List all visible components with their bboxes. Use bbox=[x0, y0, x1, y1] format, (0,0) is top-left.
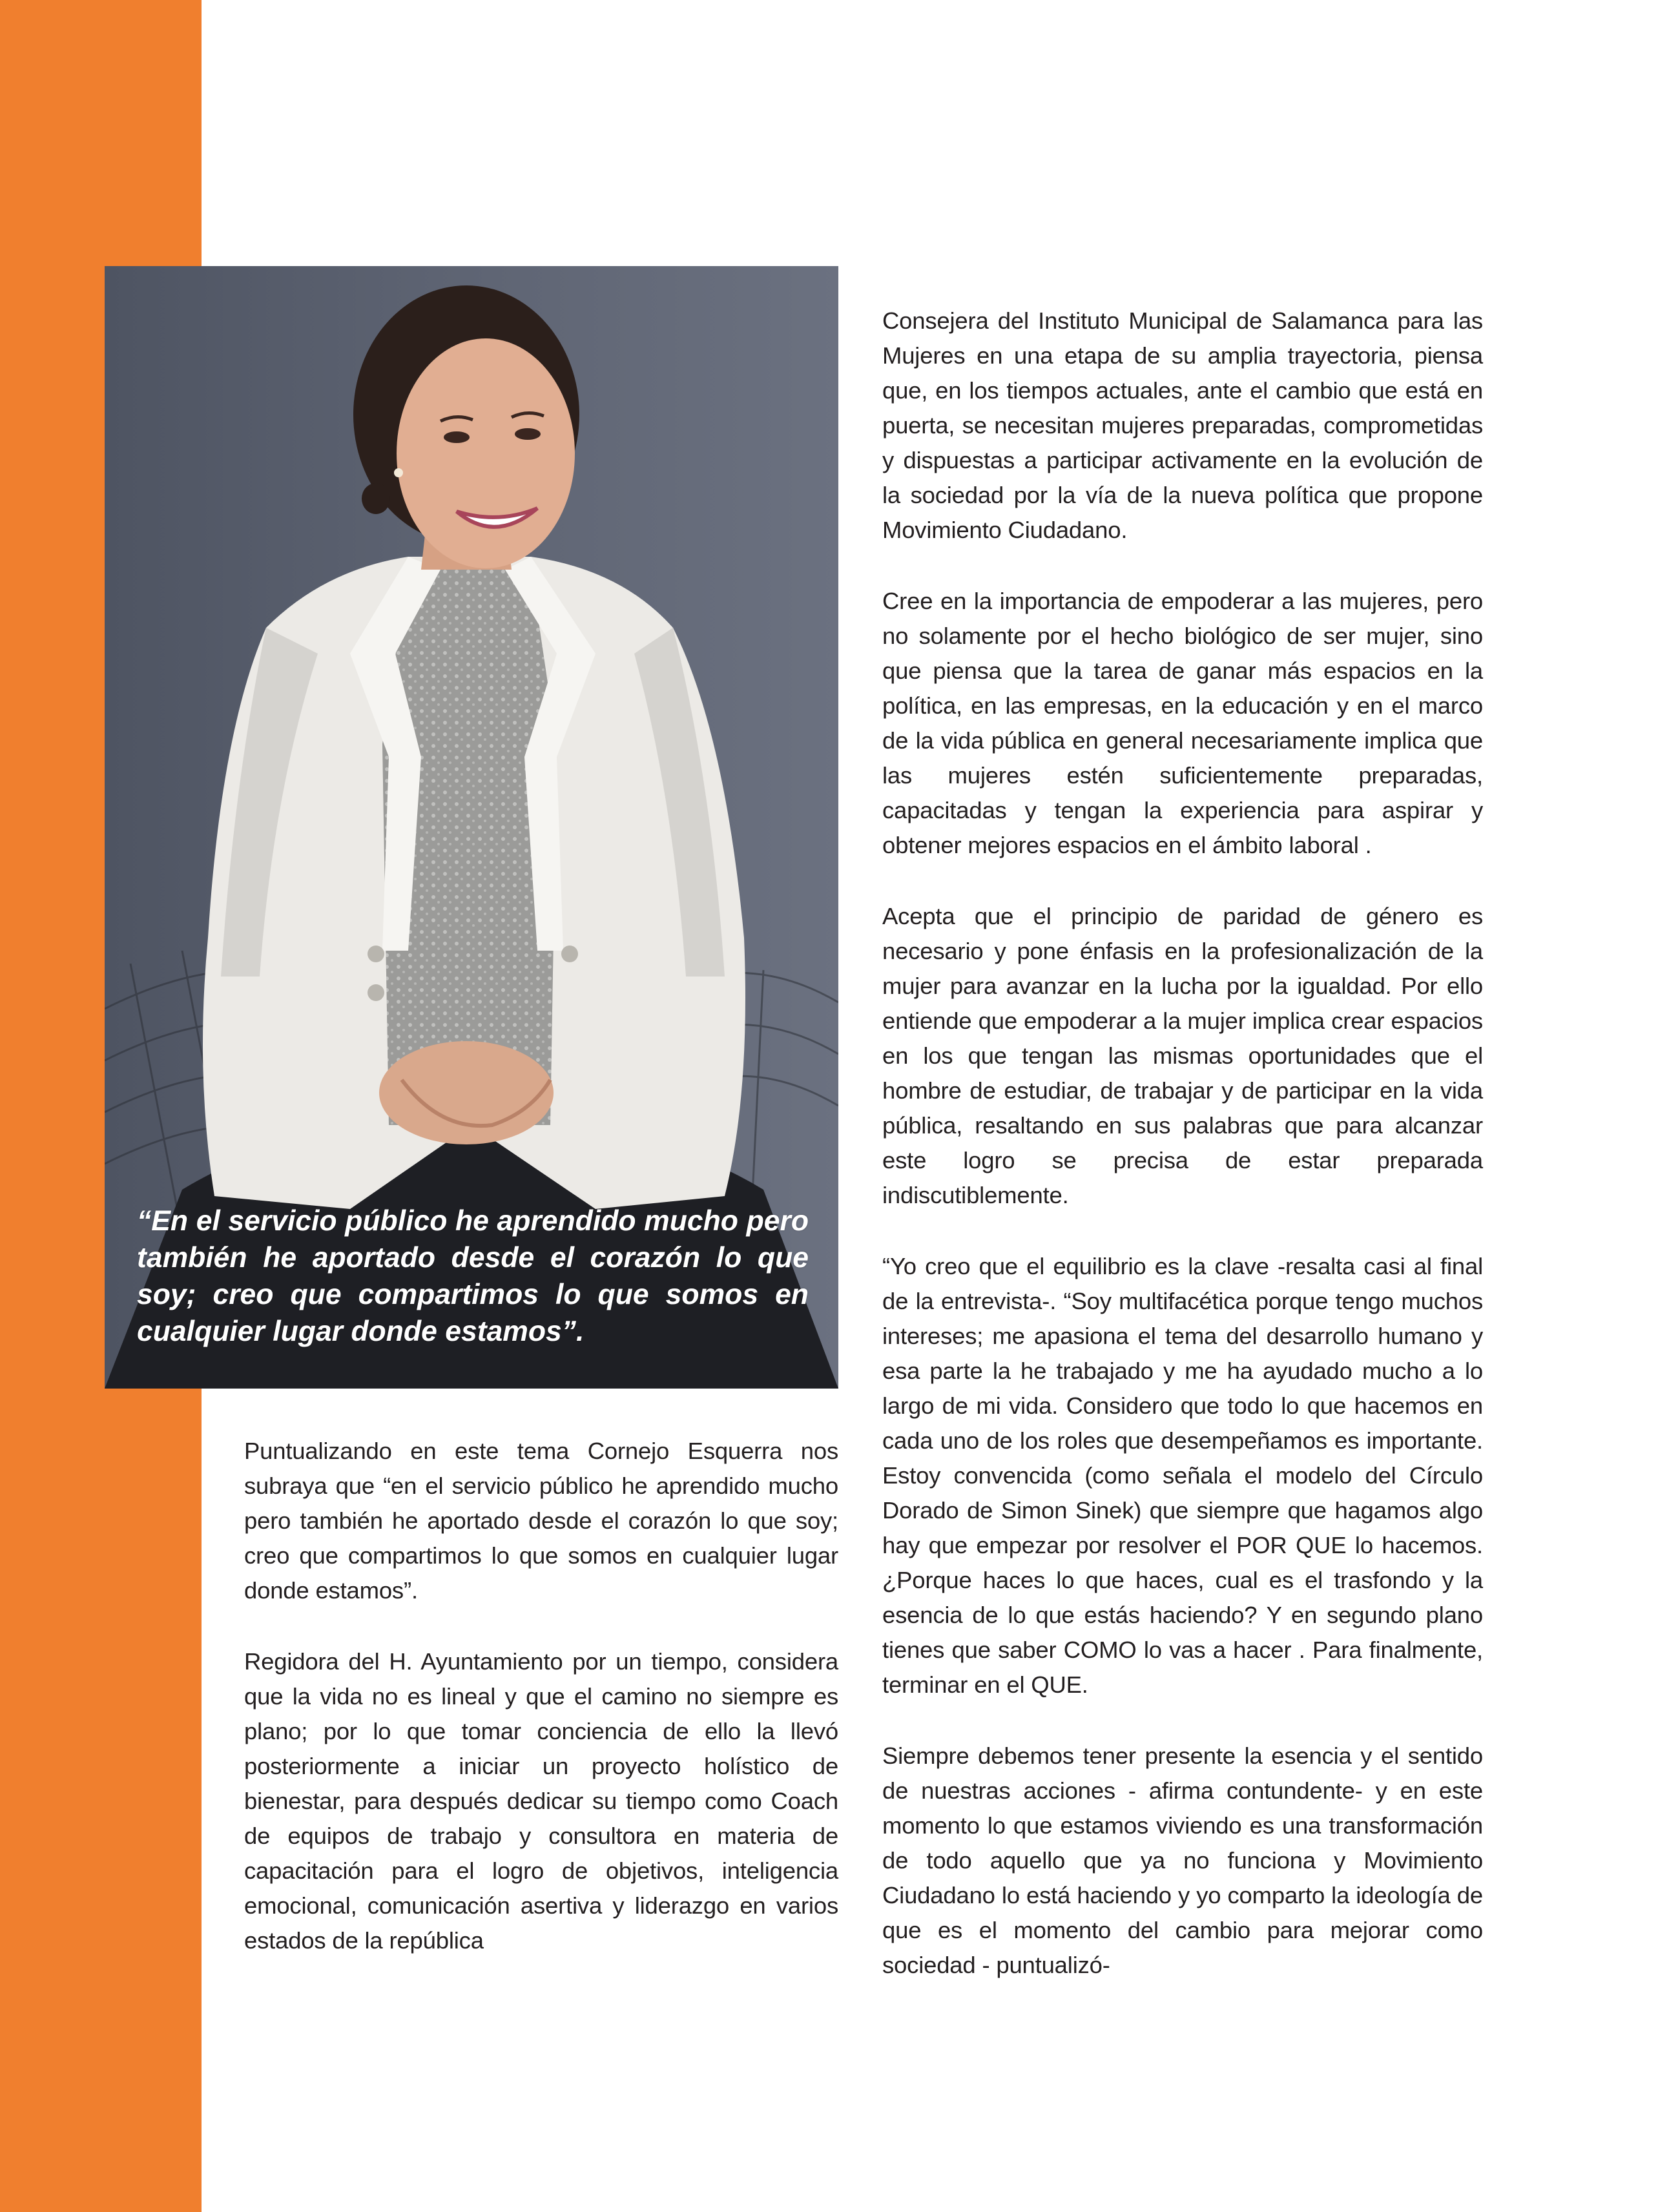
left-text-column bbox=[244, 1434, 838, 1994]
left-paragraph-2: Regidora del H. Ayuntamiento por un tiempo, considera que la vida no es lineal y que el camino no siempre es plano; por lo que tomar conciencia de ello la llevó posteriormente a iniciar un proyecto holístico de bienestar, para después dedicar su tiempo como Coach de equipos de trabajo y consultora en materia de capacitación para el logro de objetivos, inteligencia emocional, comunicación asertiva y liderazgo en varios estados de la república bbox=[244, 1648, 838, 1954]
right-paragraph-4: “Yo creo que el equilibrio es la clave -resalta casi al final de la entrevista-. “Soy multifacética porque tengo muchos intereses; me apasiona el tema del desarrollo humano y esa parte la he trabajado y me ha ayudado mucho a lo largo de mi vida. Considero que todo lo que hacemos en cada uno de los roles que desempeñamos es importante. Estoy convencida (como señala el modelo del Círculo Dorado de Simon Sinek) que siempre que hagamos algo hay que empezar por resolver el POR QUE lo hacemos. ¿Porque haces lo que haces, cual es el trasfondo y la esencia de lo que estás haciendo? Y en segundo plano tienes que saber COMO lo vas a hacer . Para finalmente, terminar en el QUE. bbox=[882, 1253, 1483, 1698]
right-paragraph-1: Consejera del Instituto Municipal de Salamanca para las Mujeres en una etapa de su amplia trayectoria, piensa que, en los tiempos actuales, ante el cambio que está en puerta, se necesitan mujeres preparadas, comprometidas y dispuestas a participar activamente en la evolución de la sociedad por la vía de la nueva política que propone Movimiento Ciudadano. bbox=[882, 307, 1483, 543]
left-paragraph-1: Puntualizando en este tema Cornejo Esquerra nos subraya que “en el servicio público he aprendido mucho pero también he aportado desde el corazón lo que soy; creo que compartimos lo que somos en cualquier lugar donde estamos”. bbox=[244, 1438, 838, 1604]
right-paragraph-2: Cree en la importancia de empoderar a las mujeres, pero no solamente por el hecho biológico de ser mujer, sino que piensa que la tarea de ganar más espacios en la política, en las empresas, en la educación y en el marco de la vida pública en general necesariamente implica que las mujeres estén suficientemente preparadas, capacitadas y tengan la experiencia para aspirar y obtener mejores espacios en el ámbito laboral . bbox=[882, 588, 1483, 858]
right-paragraph-3: Acepta que el principio de paridad de género es necesario y pone énfasis en la profesionalización de la mujer para avanzar en la lucha por la igualdad. Por ello entiende que empoderar a la mujer implica crear espacios en los que tengan las mismas oportunidades que el hombre de estudiar, de trabajar y de participar en la vida pública, resaltando en sus palabras que para alcanzar este logro se precisa de estar preparada indiscutiblemente. bbox=[882, 903, 1483, 1208]
portrait-photo bbox=[105, 266, 838, 1389]
right-text-column bbox=[882, 304, 1483, 2019]
right-paragraph-5: Siempre debemos tener presente la esencia y el sentido de nuestras acciones - afirma contundente- y en este momento lo que estamos viviendo es una transformación de todo aquello que ya no funciona y Movimiento Ciudadano lo está haciendo y yo comparto la ideología de que es el momento del cambio para mejorar como sociedad - puntualizó- bbox=[882, 1742, 1483, 1978]
photo-pull-quote: “En el servicio público he aprendido mucho pero también he aportado desde el corazón lo que soy; creo que compartimos lo que somos en cualquier lugar donde estamos”. bbox=[137, 1205, 809, 1347]
